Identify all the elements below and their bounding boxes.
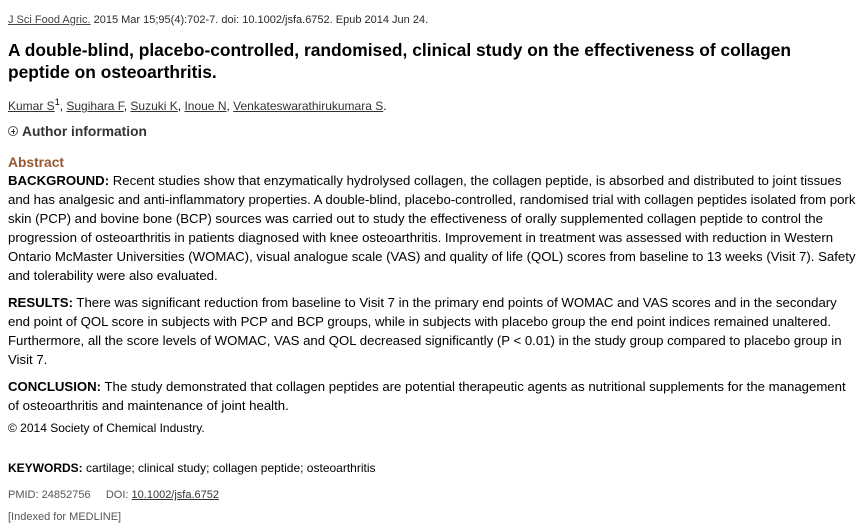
- indexed-note: [Indexed for MEDLINE]: [8, 511, 122, 523]
- author-link[interactable]: Inoue N: [184, 99, 227, 113]
- copyright-notice: © 2014 Society of Chemical Industry.: [8, 421, 205, 435]
- keywords: [8, 461, 854, 476]
- section-label: CONCLUSION:: [8, 379, 102, 394]
- identifiers: [8, 488, 854, 502]
- keywords-label: KEYWORDS:: [8, 461, 83, 475]
- citation-details: 2015 Mar 15;95(4):702-7. doi: 10.1002/jsfa.6752. Epub 2014 Jun 24.: [93, 14, 429, 26]
- author-link[interactable]: Sugihara F: [66, 99, 124, 113]
- abstract-heading: Abstract: [8, 155, 64, 170]
- pmid-label: PMID:: [8, 489, 39, 501]
- plus-circle-icon[interactable]: [8, 126, 18, 136]
- section-label: RESULTS:: [8, 295, 73, 310]
- author-list: Kumar $S^1$, Sugihara F, Suzuki K, Inoue N, Venkateswarathirukumara S.: [8, 97, 387, 113]
- section-text: There was significant reduction from baseline to Visit 7 in the primary end points of WOMAC and VAS scores and in the secondary end point of QOL score in subjects with PCP and BCP groups, while in subjects with placebo group the end point indices remained unaltered. Furthermore, all the score levels of WOMAC, VAS and QOL decreased significantly (P < 0.01) in the study group compared to placebo group in Visit 7.: [8, 295, 842, 367]
- doi-label: DOI:: [105, 489, 129, 501]
- article-title: A double-blind, placebo-controlled, randomised, clinical study on the effectiveness of collagen peptide on osteoarthritis.: [8, 40, 792, 82]
- doi-link[interactable]: 10.1002/jsfa.6752: [131, 489, 220, 501]
- author-information-toggle[interactable]: [8, 123, 854, 139]
- author-link[interactable]: Kumar S: [8, 99, 55, 113]
- author-link[interactable]: Venkateswarathirukumara S: [233, 99, 384, 113]
- abstract-results: [8, 293, 858, 369]
- abstract-conclusion: [8, 377, 858, 415]
- citation-line: [8, 13, 854, 27]
- section-text: The study demonstrated that collagen peptides are potential therapeutic agents as nutritional supplements for the management of osteoarthritis and maintenance of joint health.: [8, 379, 846, 413]
- pmid-value: 24852756: [41, 489, 91, 501]
- abstract-background: [8, 171, 858, 285]
- author-information-label[interactable]: Author information: [22, 123, 147, 139]
- section-label: BACKGROUND:: [8, 173, 110, 188]
- author-link[interactable]: Suzuki K: [130, 99, 178, 113]
- affiliation-marker: 1: [54, 97, 60, 107]
- journal-link[interactable]: J Sci Food Agric.: [8, 14, 91, 26]
- section-text: Recent studies show that enzymatically hydrolysed collagen, the collagen peptide, is absorbed and distributed to joint tissues and has analgesic and anti-inflammatory properties. A double-blind, placebo-controlled, randomised trial with collagen peptides isolated from pork skin (PCP) and bovine bone (BCP) sources was carried out to study the effectiveness of orally supplemented collagen peptide to control the progression of osteoarthritis in patients diagnosed with knee osteoarthritis. Improvement in treatment was assessed with reduction in Western Ontario McMaster Universities (WOMAC), visual analogue scale (VAS) and quality of life (QOL) scores from baseline to 13 weeks (Visit 7). Safety and tolerability were also evaluated.: [8, 173, 856, 283]
- keywords-text: cartilage; clinical study; collagen peptide; osteoarthritis: [86, 461, 376, 475]
